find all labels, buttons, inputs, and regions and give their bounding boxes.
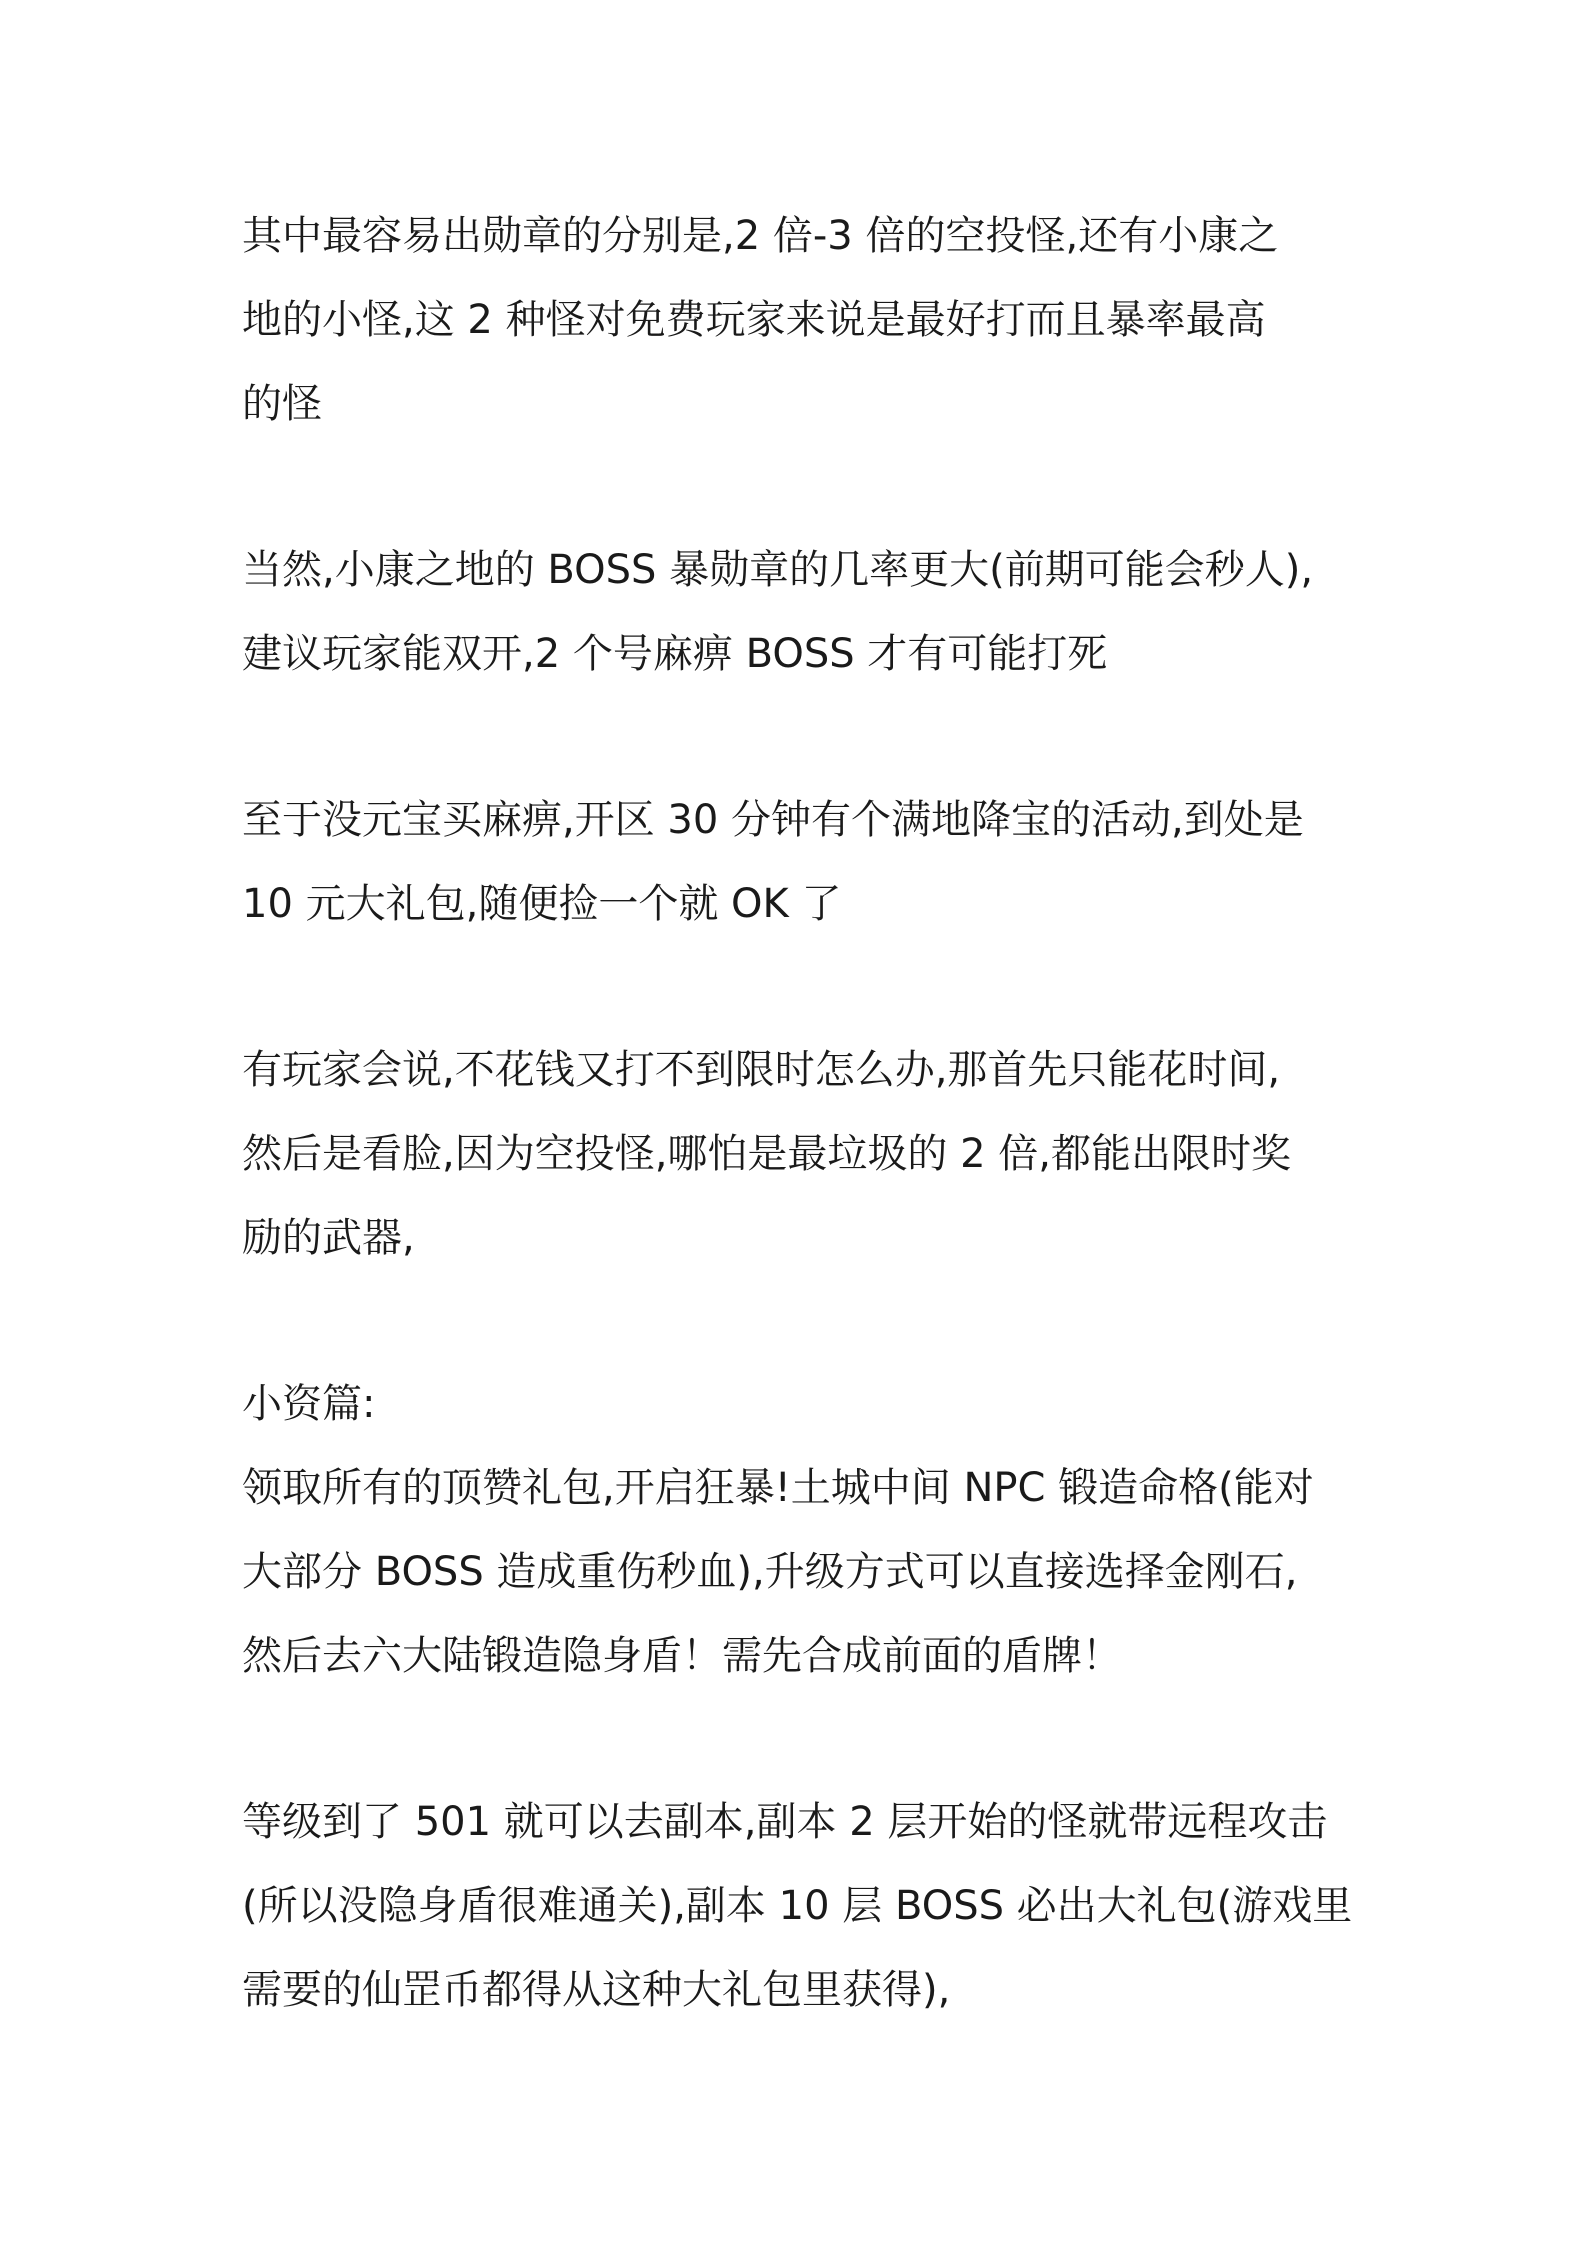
paragraph-3-line-1: 至于没元宝买麻痹,开区 30 分钟有个满地降宝的活动,到处是 bbox=[242, 797, 1304, 843]
paragraph-5-line-3: 大部分 BOSS 造成重伤秒血),升级方式可以直接选择金刚石, bbox=[242, 1549, 1298, 1595]
paragraph-6-line-2: (所以没隐身盾很难通关),副本 10 层 BOSS 必出大礼包(游戏里 bbox=[242, 1883, 1353, 1929]
paragraph-6-line-1: 等级到了 501 就可以去副本,副本 2 层开始的怪就带远程攻击 bbox=[242, 1799, 1328, 1845]
paragraph-1-line-1: 其中最容易出勋章的分别是,2 倍-3 倍的空投怪,还有小康之 bbox=[242, 213, 1279, 259]
paragraph-1-line-2: 地的小怪,这 2 种怪对免费玩家来说是最好打而且暴率最高 bbox=[242, 297, 1266, 343]
paragraph-3-line-2: 10 元大礼包,随便捡一个就 OK 了 bbox=[242, 881, 842, 927]
paragraph-1-line-3: 的怪 bbox=[242, 381, 322, 427]
paragraph-4-line-3: 励的武器, bbox=[242, 1215, 415, 1261]
paragraph-4-line-2: 然后是看脸,因为空投怪,哪怕是最垃圾的 2 倍,都能出限时奖 bbox=[242, 1131, 1292, 1177]
paragraph-5-line-2: 领取所有的顶赞礼包,开启狂暴!土城中间 NPC 锻造命格(能对 bbox=[242, 1465, 1314, 1511]
section-heading: 小资篇: bbox=[242, 1381, 376, 1427]
paragraph-2-line-2: 建议玩家能双开,2 个号麻痹 BOSS 才有可能打死 bbox=[242, 631, 1108, 677]
paragraph-2-line-1: 当然,小康之地的 BOSS 暴勋章的几率更大(前期可能会秒人), bbox=[242, 547, 1314, 593]
paragraph-5-line-4: 然后去六大陆锻造隐身盾！需先合成前面的盾牌！ bbox=[242, 1633, 1122, 1679]
paragraph-4-line-1: 有玩家会说,不花钱又打不到限时怎么办,那首先只能花时间, bbox=[242, 1047, 1281, 1093]
paragraph-6-line-3: 需要的仙罡币都得从这种大礼包里获得), bbox=[242, 1967, 951, 2013]
